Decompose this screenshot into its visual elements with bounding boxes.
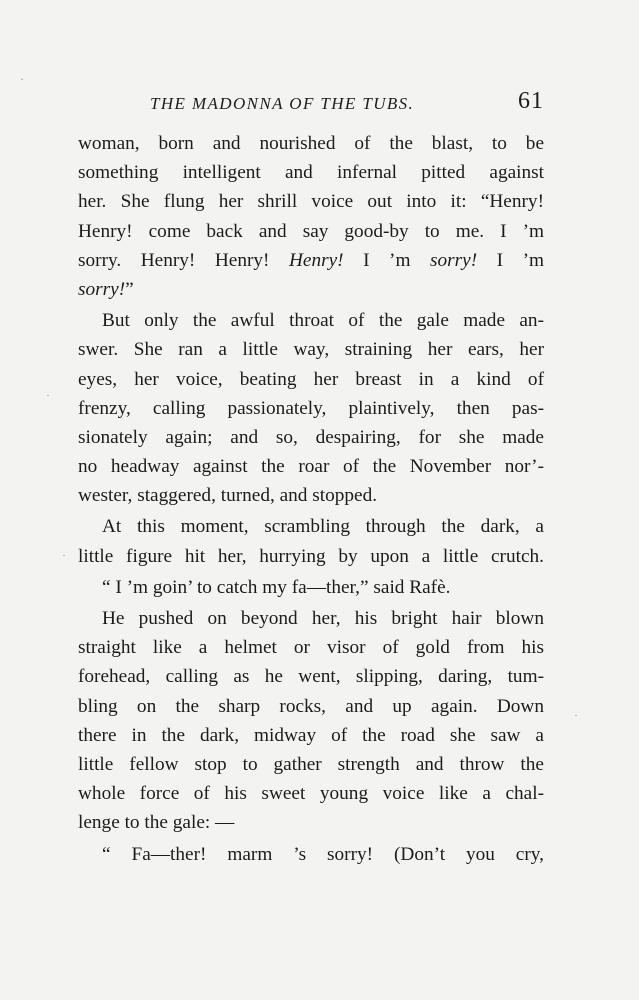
text-line-19: forehead, calling as he went, slipping, daring, tum- — [78, 666, 544, 688]
page-speck: · — [574, 708, 578, 722]
text-line-20: bling on the sharp rocks, and up again. Down — [78, 695, 544, 717]
text-line-21: there in the dark, midway of the road she saw a — [78, 724, 544, 746]
running-head: THE MADONNA OF THE TUBS. — [150, 94, 415, 113]
text-line-24: lenge to the gale: — — [78, 812, 235, 834]
body-text — [78, 129, 544, 869]
text-line-5: sorry. Henry! Henry! Henry! I ’m sorry! I ’m — [78, 249, 544, 271]
text-line-15: little figure hit her, hurrying by upon a little crutch. — [78, 545, 544, 567]
text-line-13: wester, staggered, turned, and stopped. — [78, 485, 378, 507]
page-header — [78, 88, 544, 124]
text-line-10: frenzy, calling passionately, plaintively, then pas- — [78, 397, 544, 419]
text-line-6: sorry!” — [78, 278, 134, 300]
text-line-7: But only the awful throat of the gale made an- — [102, 310, 544, 332]
page-speck: · — [46, 388, 50, 402]
text-line-3: her. She flung her shrill voice out into it: “Henry! — [78, 191, 544, 213]
page-speck: · — [20, 72, 24, 86]
text-line-8: swer. She ran a little way, straining her ears, her — [78, 339, 544, 361]
text-line-11: sionately again; and so, despairing, for she made — [78, 426, 544, 448]
page-number: 61 — [518, 88, 544, 114]
text-line-14: At this moment, scrambling through the dark, a — [102, 516, 544, 538]
text-line-25: “ Fa—ther! marm ’s sorry! (Don’t you cry, — [102, 843, 544, 865]
text-line-16: “ I ’m goin’ to catch my fa—ther,” said Rafè. — [102, 576, 451, 598]
text-line-4: Henry! come back and say good-by to me. I ’m — [78, 220, 544, 242]
text-line-9: eyes, her voice, beating her breast in a kind of — [78, 368, 544, 390]
page-speck: · — [62, 548, 66, 562]
text-line-2: something intelligent and infernal pitted against — [78, 162, 544, 184]
text-line-22: little fellow stop to gather strength and throw the — [78, 753, 544, 775]
text-line-18: straight like a helmet or visor of gold from his — [78, 637, 544, 659]
text-line-17: He pushed on beyond her, his bright hair blown — [102, 608, 544, 629]
text-line-23: whole force of his sweet young voice like a chal- — [78, 783, 544, 805]
text-line-12: no headway against the roar of the November nor’- — [78, 456, 544, 478]
text-line-1: woman, born and nourished of the blast, to be — [78, 133, 544, 154]
